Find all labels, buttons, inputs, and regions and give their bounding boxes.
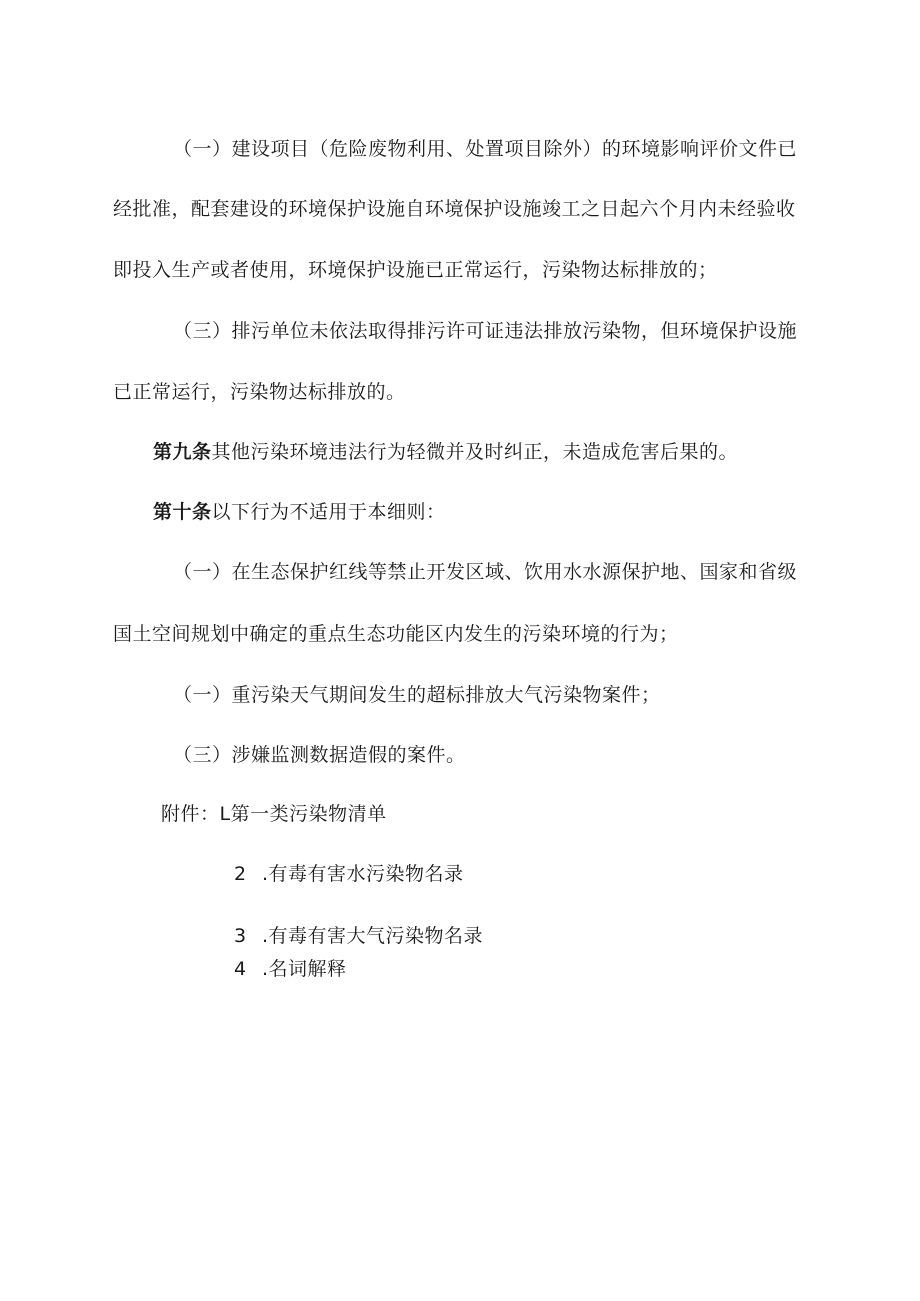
paragraph-line: 即投入生产或者使用，环境保护设施已正常运行，污染物达标排放的； [113,259,718,281]
article-nine [153,440,738,464]
attachment-text: .有毒有害大气污染物名录 [262,925,484,947]
article-ten [153,500,446,524]
paragraph-line: 经批准，配套建设的环境保护设施自环境保护设施竣工之日起六个月内未经验收 [113,198,796,220]
paragraph-line: （三）排污单位未依法取得排污许可证违法排放污染物，但环境保护设施 [173,320,798,342]
paragraph-line: （一）重污染天气期间发生的超标排放大气污染物案件； [173,684,661,706]
paragraph-line: 已正常运行，污染物达标排放的。 [113,381,406,403]
paragraph-line: （三）涉嫌监测数据造假的案件。 [173,744,466,766]
article-ten-text: 以下行为不适用于本细则： [211,501,446,523]
attachments-label: 附件：L第一类污染物清单 [161,803,387,825]
attachment-text: .名词解释 [262,958,347,980]
article-nine-label: 第九条 [153,441,212,463]
paragraph-line: （一）建设项目（危险废物利用、处置项目除外）的环境影响评价文件已 [173,138,798,160]
attachment-number: 4 [234,958,247,980]
article-nine-text: 其他污染环境违法行为轻微并及时纠正，未造成危害后果的。 [211,441,739,463]
paragraph-line: 国土空间规划中确定的重点生态功能区内发生的污染环境的行为； [113,623,679,645]
article-ten-label: 第十条 [153,501,212,523]
paragraph-line: （一）在生态保护红线等禁止开发区域、饮用水水源保护地、国家和省级 [173,561,798,583]
attachment-item [234,924,483,948]
attachment-number: 3 [234,925,247,947]
attachment-item [234,862,464,886]
attachment-number: 2 [234,863,247,885]
attachment-text: .有毒有害水污染物名录 [262,863,464,885]
attachment-item [234,957,347,981]
